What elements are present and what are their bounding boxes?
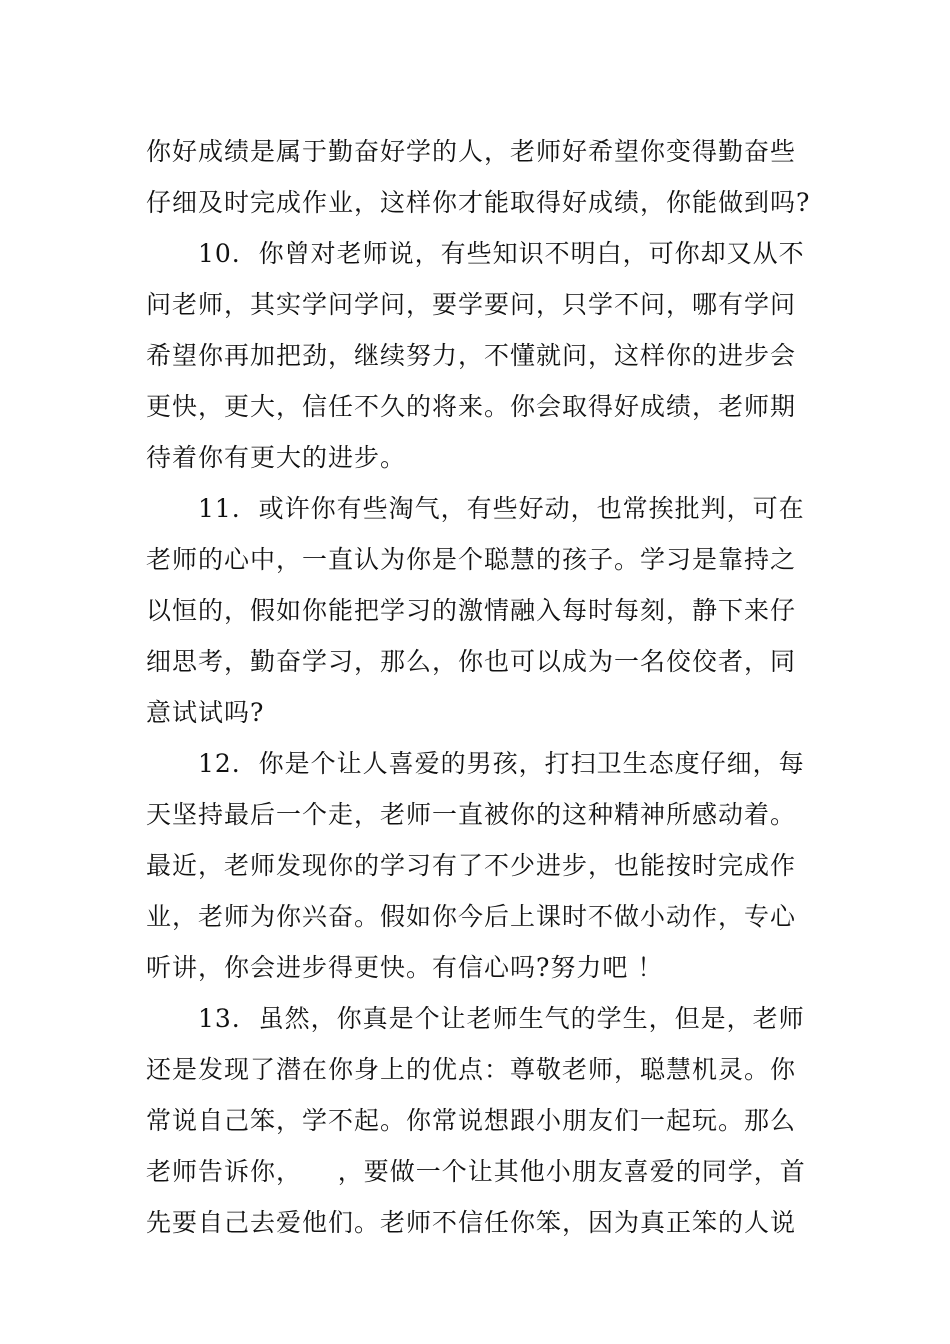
text-line: 常说自己笨，学不起。你常说想跟小朋友们一起玩。那么 — [146, 1106, 797, 1135]
paragraph-start-line: 13. 虽然，你真是个让老师生气的学生，但是，老师 — [198, 1004, 805, 1033]
text-line: 最近，老师发现你的学习有了不少进步，也能按时完成作 — [146, 851, 797, 880]
text-line: 还是发现了潜在你身上的优点：尊敬老师，聪慧机灵。你 — [146, 1055, 797, 1084]
text-line: 待着你有更大的进步。 — [146, 443, 407, 472]
paragraph-start-line: 12. 你是个让人喜爱的男孩，打扫卫生态度仔细，每 — [198, 749, 805, 778]
paragraph-start-line: 10. 你曾对老师说，有些知识不明白，可你却又从不 — [198, 239, 805, 268]
text-line: 仔细及时完成作业，这样你才能取得好成绩，你能做到吗? — [146, 188, 811, 217]
paragraph-start-line: 11. 或许你有些淘气，有些好动，也常挨批判，可在 — [198, 494, 805, 523]
text-line: 你好成绩是属于勤奋好学的人，老师好希望你变得勤奋些 — [146, 137, 797, 166]
text-line: 更快，更大，信任不久的将来。你会取得好成绩，老师期 — [146, 392, 797, 421]
text-line: 以恒的，假如你能把学习的激情融入每时每刻，静下来仔 — [146, 596, 797, 625]
text-line: 细思考，勤奋学习，那么，你也可以成为一名佼佼者，同 — [146, 647, 797, 676]
text-line: 问老师，其实学问学问，要学要问，只学不问，哪有学问 — [146, 290, 797, 319]
text-line: 先要自己去爱他们。老师不信任你笨，因为真正笨的人说 — [146, 1208, 797, 1237]
text-line: 意试试吗? — [146, 698, 265, 727]
text-line: 老师的心中，一直认为你是个聪慧的孩子。学习是靠持之 — [146, 545, 797, 574]
text-line: 希望你再加把劲，继续努力，不懂就问，这样你的进步会 — [146, 341, 797, 370]
body-text — [146, 126, 816, 1248]
text-line: 业，老师为你兴奋。假如你今后上课时不做小动作，专心 — [146, 902, 797, 931]
text-line: 听讲，你会进步得更快。有信心吗?努力吧 ！ — [146, 953, 664, 982]
text-line: 天坚持最后一个走，老师一直被你的这种精神所感动着。 — [146, 800, 797, 829]
text-line: 老师告诉你， ，要做一个让其他小朋友喜爱的同学，首 — [146, 1157, 806, 1186]
